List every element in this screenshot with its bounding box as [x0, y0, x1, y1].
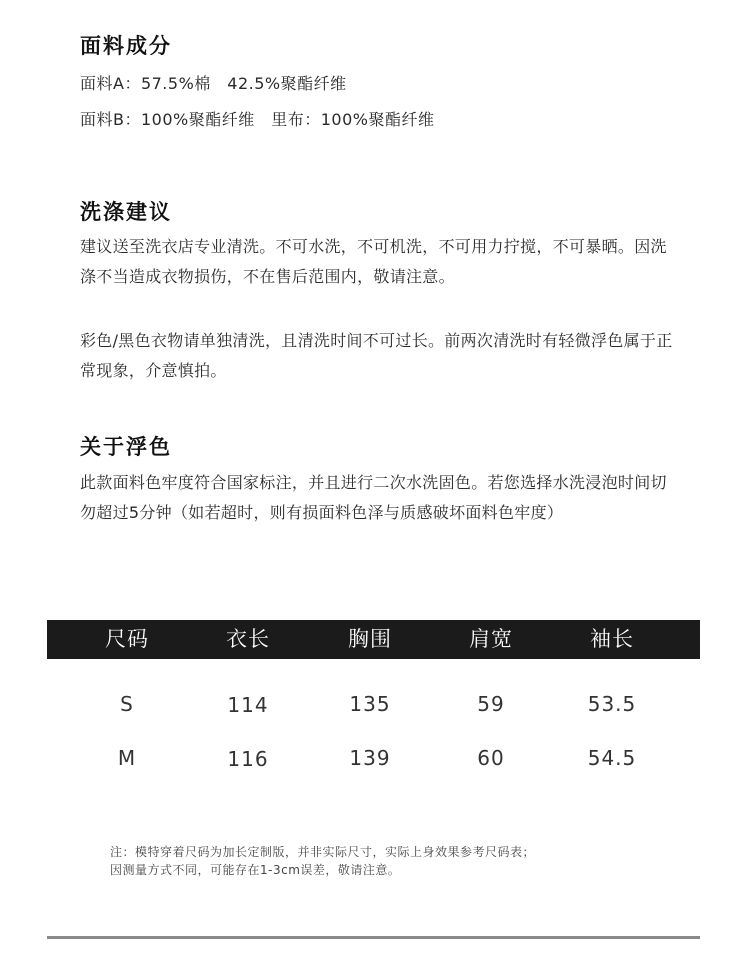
- size-table-header: [47, 620, 700, 659]
- row-m-shoulder: 60: [477, 746, 505, 770]
- row-s-chest: 135: [349, 692, 391, 716]
- washing-paragraph-2: 彩色/黑色衣物请单独清洗，且清洗时间不可过长。前两次清洗时有轻微浮色属于正常现象，介意慎拍。: [80, 331, 673, 380]
- fading-title: 关于浮色: [80, 435, 172, 459]
- row-m-size: M: [117, 746, 137, 770]
- fabric-title: 面料成分: [80, 34, 172, 58]
- row-s-sleeve: 53.5: [587, 692, 637, 716]
- washing-paragraph-1: 建议送至洗衣店专业清洗。不可水洗，不可机洗，不可用力拧搅，不可暴晒。因洗涤不当造成衣物损伤，不在售后范围内，敬请注意。: [80, 237, 667, 286]
- note-line-1: 注：模特穿着尺码为加长定制版，并非实际尺寸，实际上身效果参考尺码表；: [110, 845, 536, 859]
- fabric-a-line: 面料A：57.5%棉 42.5%聚酯纤维: [80, 74, 347, 93]
- row-m-chest: 139: [349, 746, 391, 770]
- row-m-length: 116: [227, 747, 269, 771]
- note-line-2: 因测量方式不同，可能存在1-3cm误差，敬请注意。: [110, 863, 401, 877]
- fading-paragraph: 此款面料色牢度符合国家标注，并且进行二次水洗固色。若您选择水洗浸泡时间切勿超过5分钟（如若超时，则有损面料色泽与质感破坏面料色牢度）: [80, 473, 667, 522]
- row-s-size: S: [120, 692, 134, 716]
- header-chest: 胸围: [348, 627, 392, 651]
- header-length: 衣长: [226, 627, 270, 651]
- washing-title: 洗涤建议: [80, 200, 172, 224]
- row-s-length: 114: [227, 693, 269, 717]
- row-s-shoulder: 59: [477, 692, 505, 716]
- header-shoulder: 肩宽: [469, 627, 513, 651]
- header-sleeve: 袖长: [590, 627, 634, 651]
- fabric-b-line: 面料B：100%聚酯纤维 里布：100%聚酯纤维: [80, 110, 435, 129]
- header-size: 尺码: [105, 627, 149, 651]
- bottom-divider: [47, 936, 700, 939]
- row-m-sleeve: 54.5: [587, 746, 637, 770]
